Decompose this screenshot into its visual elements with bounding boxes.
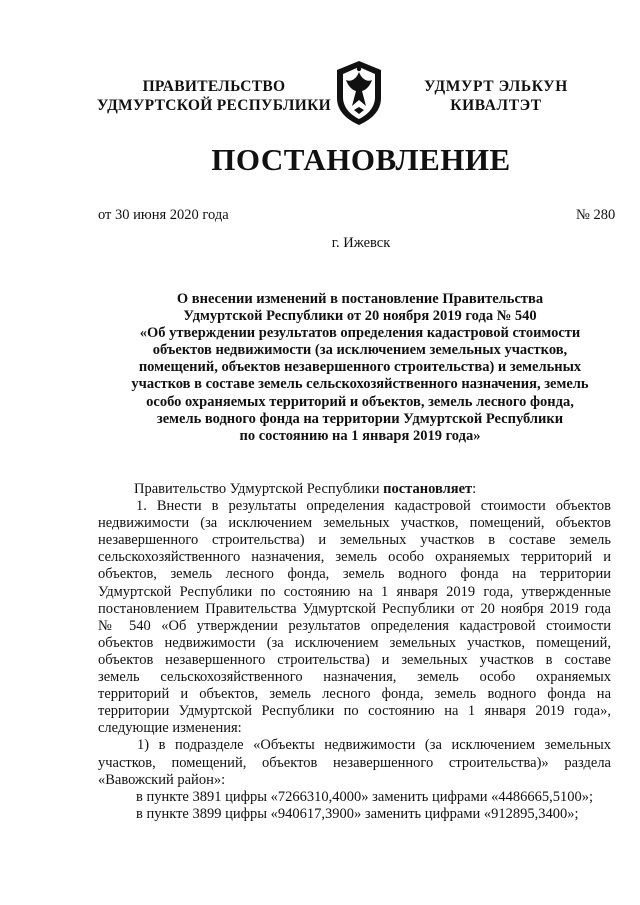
subject-line: особо охраняемых территорий и объектов, земель лесного фонда, <box>146 393 574 410</box>
document-type-title: ПОСТАНОВЛЕНИЕ <box>211 142 511 177</box>
org-name-russian <box>78 77 350 115</box>
udmurt-emblem-icon <box>334 60 384 126</box>
paragraph-1 <box>98 498 611 737</box>
amendment-list <box>98 789 611 823</box>
document-number: № 280 <box>576 207 616 223</box>
subparagraph-line: «Вавожский район»: <box>98 771 226 788</box>
document-body <box>98 481 611 823</box>
paragraph-line: 1. Внести в результаты определения кадастровой стоимости объектов <box>136 498 611 515</box>
subject-line: земель водного фонда на территории Удмуртской Республики <box>156 410 564 427</box>
document-subject <box>100 291 620 445</box>
subject-line: участков в составе земель сельскохозяйственного назначения, земель <box>131 376 589 393</box>
resolution-lead <box>98 481 611 498</box>
amendment-item: в пункте 3891 цифры «7266310,4000» заменить цифрами «4486665,5100»; <box>136 788 594 805</box>
paragraph-line: объектов, земель лесного фонда, земель водного фонда на территории <box>98 566 611 583</box>
org-name-russian-line-1: ПРАВИТЕЛЬСТВО <box>142 78 286 95</box>
lead-text: Правительство Удмуртской Республики <box>134 481 384 497</box>
lead-emphasis: постановляет <box>383 481 473 497</box>
subject-line: помещений, объектов незавершенного строительства) и земельных <box>138 359 582 376</box>
document-city: г. Ижевск <box>331 235 391 251</box>
paragraph-line: земель сельскохозяйственного назначения, земель особо охраняемых <box>98 669 611 686</box>
subject-line: по состоянию на 1 января 2019 года» <box>239 427 481 444</box>
subject-line: «Об утверждении результатов определения кадастровой стоимости <box>139 325 581 342</box>
org-name-udmurt <box>412 77 580 115</box>
amendment-item: в пункте 3899 цифры «940617,3900» заменить цифрами «912895,3400»; <box>136 805 579 822</box>
org-name-udmurt-line-1: УДМУРТ ЭЛЬКУН <box>424 78 568 95</box>
paragraph-line: Удмуртской Республики по состоянию на 1 января 2019 года, утвержденные <box>98 583 611 600</box>
paragraph-line: недвижимости (за исключением земельных участков, помещений, объектов <box>98 515 611 532</box>
subject-line: объектов недвижимости (за исключением земельных участков, <box>152 342 568 359</box>
subparagraph-line: участков, помещений, объектов незавершенного строительства)» раздела <box>98 754 611 771</box>
paragraph-line: сельскохозяйственного назначения, земель особо охраняемых территорий и <box>98 549 611 566</box>
lead-suffix: : <box>472 481 477 497</box>
document-date: от 30 июня 2020 года <box>98 207 229 223</box>
paragraph-line: постановлением Правительства Удмуртской Республики от 20 ноября 2019 года <box>98 600 611 617</box>
org-name-russian-line-2: УДМУРТСКОЙ РЕСПУБЛИКИ <box>96 97 331 114</box>
paragraph-line: незавершенного строительства) и земельных участков в составе земель <box>98 532 611 549</box>
paragraph-line: объектов недвижимости (за исключением земельных участков, помещений, <box>98 634 611 651</box>
paragraph-line: территорий и объектов, земель лесного фонда, земель водного фонда на <box>98 686 611 703</box>
org-name-udmurt-line-2: КИВАЛТЭТ <box>450 97 542 114</box>
subparagraph-line: 1) в подразделе «Объекты недвижимости (за исключением земельных <box>137 737 611 754</box>
subject-line: Удмуртской Республики от 20 ноября 2019 года № 540 <box>183 308 537 325</box>
subparagraph-1 <box>98 737 611 788</box>
paragraph-line: объектов незавершенного строительства) и земельных участков в составе <box>98 651 611 668</box>
paragraph-line: территории Удмуртской Республики по состоянию на 1 января 2019 года», <box>98 703 611 720</box>
paragraph-line: № 540 «Об утверждении результатов определения кадастровой стоимости <box>98 617 611 634</box>
subject-line: О внесении изменений в постановление Правительства <box>176 291 544 307</box>
paragraph-line: следующие изменения: <box>98 720 242 737</box>
